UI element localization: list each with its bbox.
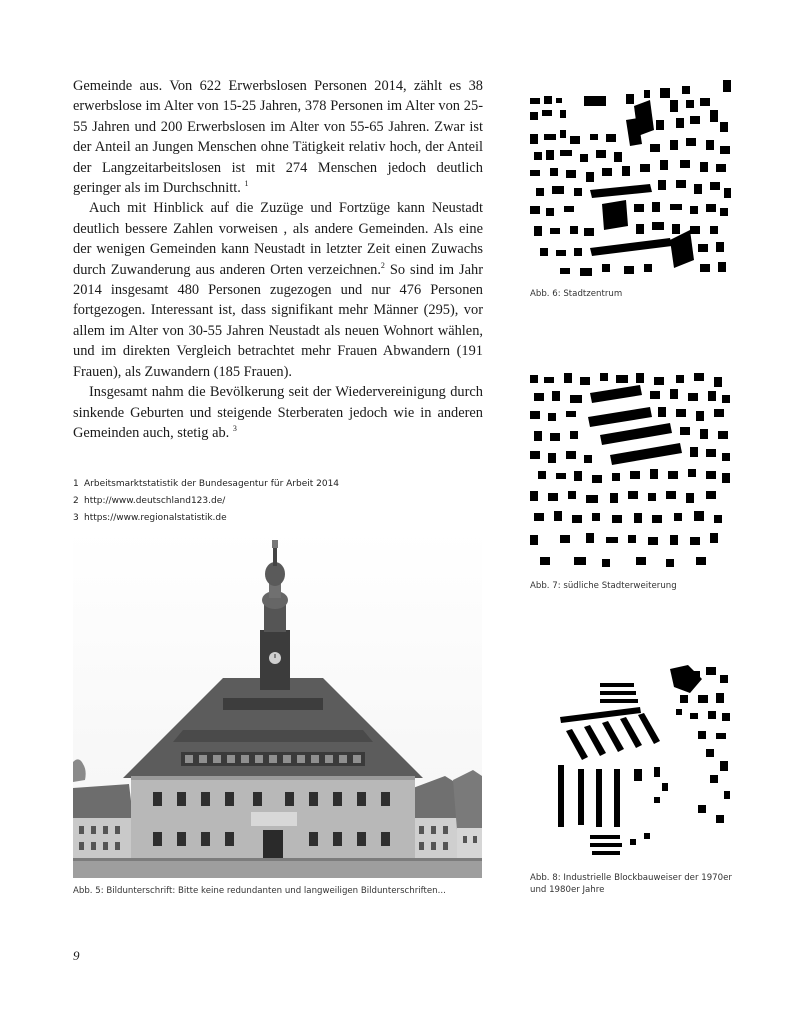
town-hall-photo [73,530,482,878]
page-number: 9 [73,948,80,963]
footnote-1: 1 Arbeitsmarktstatistik der Bundesagentur für Arbeit 2014 [73,479,340,489]
body-text [73,76,483,443]
paragraph-1: Gemeinde aus. Von 622 Erwerbslosen Personen 2014, zählt es 38 erwerbslose im Alter von 15-25 Jahren, 378 Personen im Alter von 25-55 Jahren und 200 Erwerbslosen im Alter von 55-65 Jahren. Zwar ist der Anteil an Jungen Menschen ohne Tätigkeit relativ hoch, der Anteil der Langzeitarbeitslosen ist mit 274 Menschen jedoch deutlich geringer als im Durchschnitt. $^1$ [73,78,483,197]
paragraph-3: Insgesamt nahm die Bevölkerung seit der Wiedervereinigung durch sinkende Geburten und steigende Sterberaten jedoch wie in anderen Gemeinden auch, stetig ab. $^3$ [73,384,483,441]
footnote-ref-3[interactable]: 3 [232,424,237,434]
paragraph-2: Auch mit Hinblick auf die Zuzüge und Fortzüge kann Neustadt deutlich bessere Zahlen vorweisen , als andere Gemeinden. Als eine der wenigen Gemeinden kann Neustadt in letzter Zeit einen Zuwachs durch Zuwanderung aus anderen Orten verzeichnen.$^2$ So sind im Jahr 2014 insgesamt 480 Personen zugezogen und nur 476 Personen fortgezogen. Interessant ist, dass signifikant mehr Männer (295), vor allem im Alter von 30-55 Jahren Neustadt als neuen Wohnort wählen, und im direkten Vergleich betrachtet mehr Frauen Abwandern (191 Frauen), als Zuwandern (185 Frauen). [73,200,483,380]
caption-abb-6: Abb. 6: Stadtzentrum [530,289,623,299]
footnote-2[interactable]: 2 http://www.deutschland123.de/ [73,496,226,506]
site-plan-stadtzentrum [530,80,731,280]
footnote-ref-1[interactable]: 1 [244,179,249,189]
site-plan-blockbauweise [530,665,731,865]
caption-abb-8: Abb. 8: Industrielle Blockbauweiser der 1970er und 1980er Jahre [530,873,732,895]
site-plan-suedliche-stadterweiterung [530,373,731,573]
footnotes [73,476,493,527]
caption-abb-7: Abb. 7: südliche Stadterweiterung [530,581,677,591]
caption-abb-5: Abb. 5: Bildunterschrift: Bitte keine redundanten und langweiligen Bildunterschriften... [73,886,446,896]
footnote-3[interactable]: 3 https://www.regionalstatistik.de [73,513,227,523]
footnote-ref-2[interactable]: 2 [380,260,385,270]
